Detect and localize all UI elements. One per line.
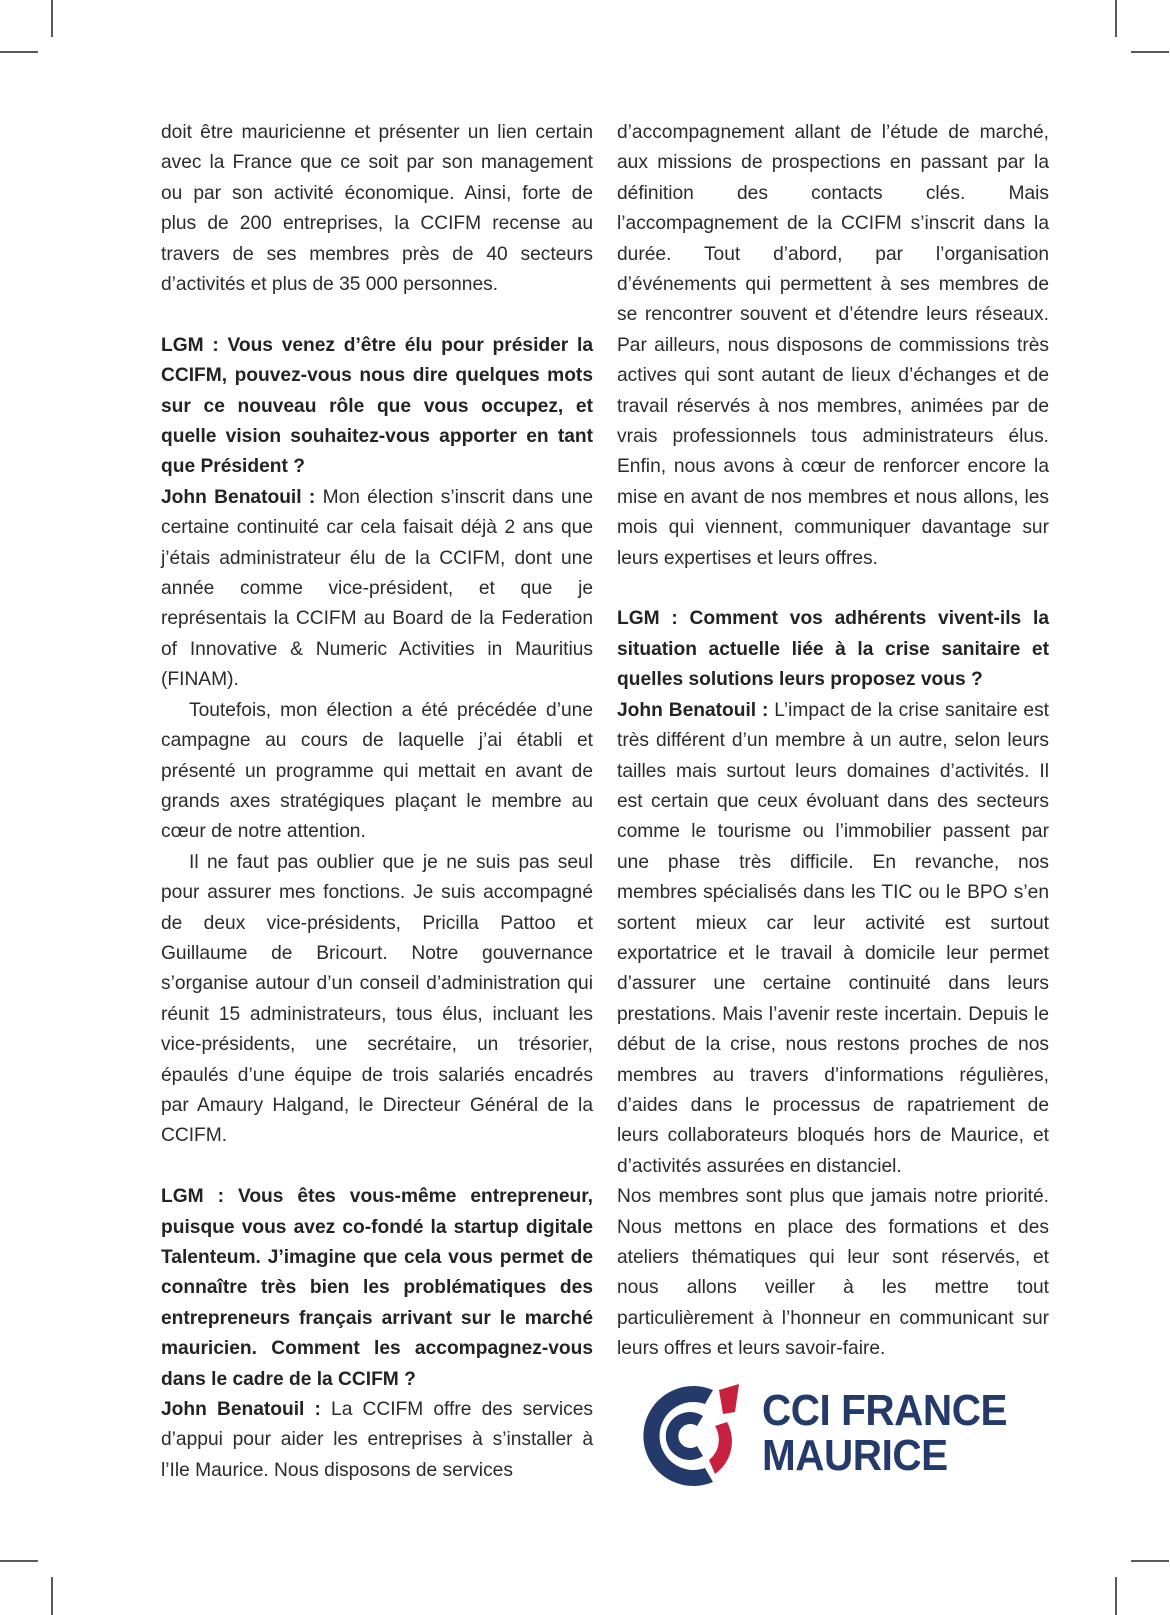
paragraph-intro: doit être mauricienne et présenter un lien certain avec la France que ce soit par son management ou par son activité économique. Ainsi, forte de plus de 200 entreprises, la CCIFM recense au travers de ses membres près de 40 secteurs d’activités et plus de 35 000 personnes. bbox=[161, 122, 593, 296]
answer-1-paragraph-2: Toutefois, mon élection a été précédée d’une campagne au cours de laquelle j’ai établi et présenté un programme qui mettait en avant de grands axes stratégiques plaçant le membre au cœur de notre attention. bbox=[161, 699, 593, 843]
answer-1 bbox=[161, 483, 593, 696]
speaker-name: John Benatouil : bbox=[617, 699, 769, 721]
crop-mark bbox=[0, 1560, 38, 1562]
question-3: LGM : Comment vos adhérents vivent-ils la situation actuelle liée à la crise sanitaire et quelles solutions leurs proposez vous ? bbox=[617, 608, 1049, 691]
logo-line-1: CCI FRANCE bbox=[762, 1386, 1008, 1435]
crop-mark bbox=[1115, 1577, 1117, 1615]
right-column bbox=[617, 118, 1049, 1365]
crop-mark bbox=[1131, 1560, 1169, 1562]
crop-mark bbox=[0, 51, 38, 53]
crop-mark bbox=[51, 0, 53, 37]
speaker-name: John Benatouil : bbox=[161, 1399, 321, 1421]
cci-france-maurice-logo bbox=[643, 1382, 1013, 1490]
speaker-name: John Benatouil : bbox=[161, 486, 316, 508]
answer-3-paragraph-2: Nos membres sont plus que jamais notre priorité. Nous mettons en place des formations et des ateliers thématiques qui leur sont réservés, et nous allons veiller à les mettre tout particulièrement à l’honneur en communicant sur leurs offres et leurs savoir-faire. bbox=[617, 1186, 1049, 1360]
crop-mark bbox=[1115, 0, 1117, 37]
left-column bbox=[161, 118, 593, 1486]
answer-text: Mon élection s’inscrit dans une certaine continuité car cela faisait déjà 2 ans que j’étais administrateur élu de la CCIFM, dont une année comme vice-président, et que je représentais la CCIFM au Board de la Federation of Innovative & Numeric Activities in Mauritius (FINAM). bbox=[161, 486, 593, 691]
logo-wordmark bbox=[762, 1388, 1007, 1478]
question-1: LGM : Vous venez d’être élu pour présider la CCIFM, pouvez-vous nous dire quelques mots sur ce nouveau rôle que vous occupez, et quelle vision souhaitez-vous apporter en tant que Président ? bbox=[161, 334, 593, 478]
cci-logo-mark-icon bbox=[643, 1382, 745, 1490]
crop-mark bbox=[1131, 51, 1169, 53]
answer-text: L’impact de la crise sanitaire est très différent d’un membre à un autre, selon leurs tailles mais surtout leurs domaines d’activités. Il est certain que ceux évoluant dans des secteurs comme le tourisme ou l’immobilier passent par une phase très difficile. En revanche, nos membres spécialisés dans les TIC ou le BPO s’en sortent mieux car leur activité est surtout exportatrice et le travail à domicile leur permet d’assurer une certaine continuité dans leurs prestations. Mais l’avenir reste incertain. Depuis le début de la crise, nous restons proches de nos membres au travers d’informations régulières, d’aides dans le processus de rapatriement de leurs collaborateurs bloqués hors de Maurice, et d’activités assurées en distanciel. bbox=[617, 699, 1050, 1177]
crop-mark bbox=[51, 1577, 53, 1615]
answer-text: La CCIFM offre des services d’appui pour aider les entreprises à s’installer à l’Ile Maurice. Nous disposons de services bbox=[161, 1399, 593, 1481]
answer-3 bbox=[617, 696, 1049, 1183]
answer-2-continued: d’accompagnement allant de l’étude de marché, aux missions de prospections en passant par la définition des contacts clés. Mais l’accompagnement de la CCIFM s’inscrit dans la durée. Tout d’abord, par l’organisation d’événements qui permettent à ses membres de se rencontrer souvent et d’étendre leurs réseaux. Par ailleurs, nous disposons de commissions très actives qui sont autant de lieux d’échanges et de travail réservés à nos membres, animées par de vrais professionnels tous administrateurs élus. Enfin, nous avons à cœur de renforcer encore la mise en avant de nos membres et nous allons, les mois qui viennent, communiquer davantage sur leurs expertises et leurs offres. bbox=[617, 122, 1049, 569]
question-2: LGM : Vous êtes vous-même entrepreneur, puisque vous avez co-fondé la startup digitale Talenteum. J’imagine que cela vous permet de connaître très bien les problématiques des entrepreneurs français arrivant sur le marché mauricien. Comment les accompagnez-vous dans le cadre de la CCIFM ? bbox=[161, 1186, 593, 1390]
answer-2 bbox=[161, 1395, 593, 1486]
answer-1-paragraph-3: Il ne faut pas oublier que je ne suis pas seul pour assurer mes fonctions. Je suis accompagné de deux vice-présidents, Pricilla Pattoo et Guillaume de Bricourt. Notre gouvernance s’organise autour d’un conseil d’administration qui réunit 15 administrateurs, tous élus, incluant les vice-présidents, une secrétaire, un trésorier, épaulés d’une équipe de trois salariés encadrés par Amaury Halgand, le Directeur Général de la CCIFM. bbox=[161, 851, 593, 1147]
logo-line-2: MAURICE bbox=[762, 1431, 948, 1480]
